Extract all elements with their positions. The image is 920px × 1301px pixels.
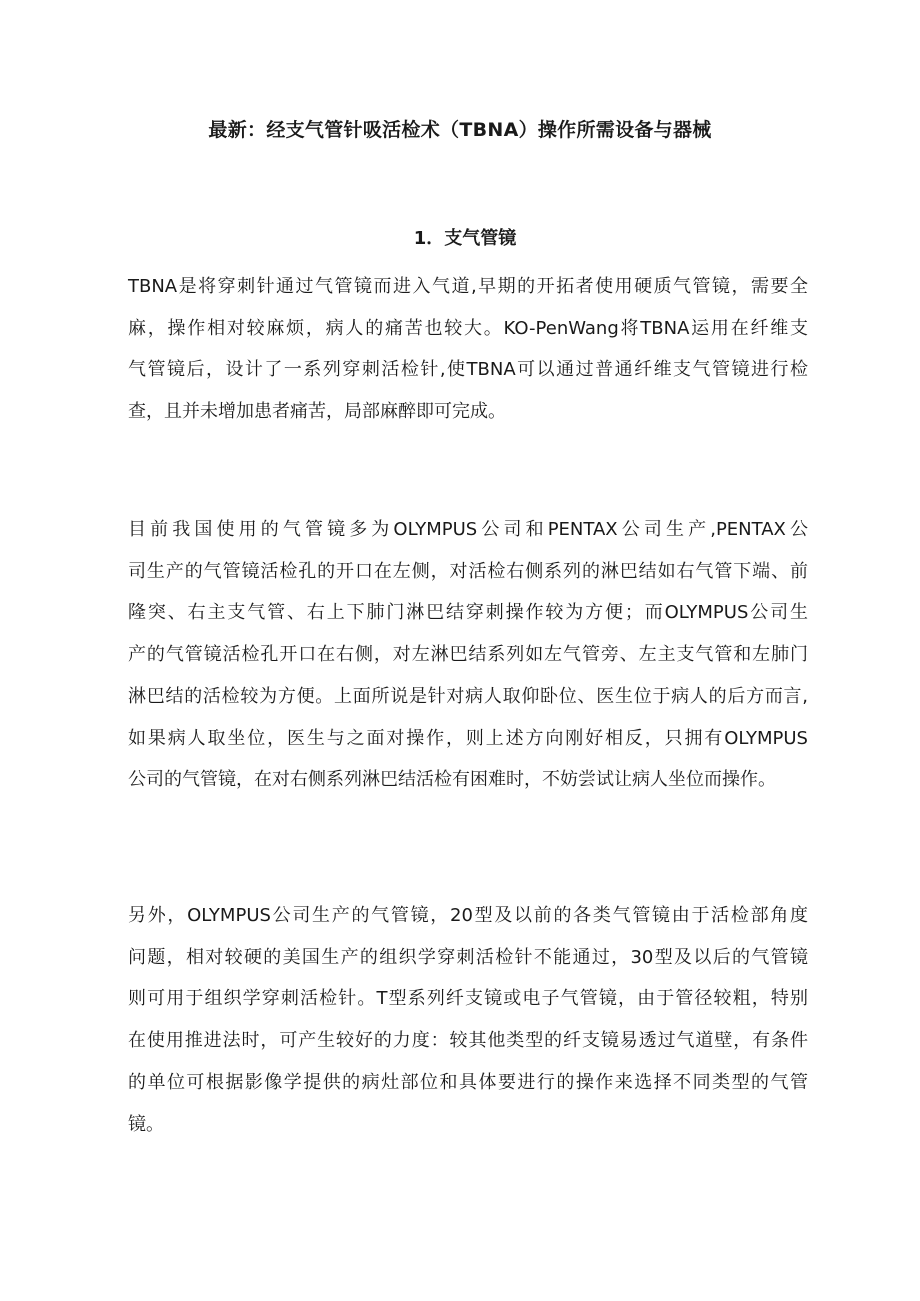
paragraph-line: 镜。 [128, 1113, 164, 1135]
paragraph-line: 目前我国使用的气管镜多为OLYMPUS公司和PENTAX公司生产,PENTAX公 [128, 519, 808, 540]
paragraph-line: 查，且并未增加患者痛苦，局部麻醉即可完成。 [128, 401, 506, 423]
paragraph-line: 产的气管镜活检孔开口在右侧，对左淋巴结系列如左气管旁、左主支气管和左肺门 [128, 644, 808, 666]
paragraph-line: 公司的气管镜，在对右侧系列淋巴结活检有困难时，不妨尝试让病人坐位而操作。 [128, 769, 776, 791]
paragraph-3 [128, 895, 808, 1145]
paragraph-line: 淋巴结的活检较为方便。上面所说是针对病人取仰卧位、医生位于病人的后方而言, [128, 685, 808, 707]
paragraph-1 [128, 266, 808, 433]
paragraph-line: 司生产的气管镜活检孔的开口在左侧，对活检右侧系列的淋巴结如右气管下端、前 [128, 560, 808, 582]
paragraph-2 [128, 509, 808, 801]
paragraph-line: 的单位可根据影像学提供的病灶部位和具体要进行的操作来选择不同类型的气管 [128, 1071, 808, 1093]
paragraph-line: 另外，OLYMPUS公司生产的气管镜，20型及以前的各类气管镜由于活检部角度 [128, 905, 808, 926]
paragraph-line: 麻，操作相对较麻烦，病人的痛苦也较大。KO-PenWang将TBNA运用在纤维支 [128, 317, 808, 339]
section-heading: 1．支气管镜 [413, 228, 517, 249]
paragraph-line: TBNA是将穿刺针通过气管镜而进入气道,早期的开拓者使用硬质气管镜，需要全 [128, 276, 808, 297]
document-title: 最新：经支气管针吸活检术（TBNA）操作所需设备与器械 [208, 119, 712, 141]
paragraph-line: 隆突、右主支气管、右上下肺门淋巴结穿刺操作较为方便；而OLYMPUS公司生 [128, 602, 808, 624]
paragraph-line: 如果病人取坐位，医生与之面对操作，则上述方向刚好相反，只拥有OLYMPUS [128, 727, 808, 749]
paragraph-line: 在使用推进法时，可产生较好的力度：较其他类型的纤支镜易透过气道壁，有条件 [128, 1030, 808, 1052]
paragraph-line: 气管镜后，设计了一系列穿刺活检针,使TBNA可以通过普通纤维支气管镜进行检 [128, 359, 808, 381]
paragraph-line: 则可用于组织学穿刺活检针。T型系列纤支镜或电子气管镜，由于管径较粗，特别 [128, 988, 808, 1010]
paragraph-line: 问题，相对较硬的美国生产的组织学穿刺活检针不能通过，30型及以后的气管镜 [128, 946, 808, 968]
